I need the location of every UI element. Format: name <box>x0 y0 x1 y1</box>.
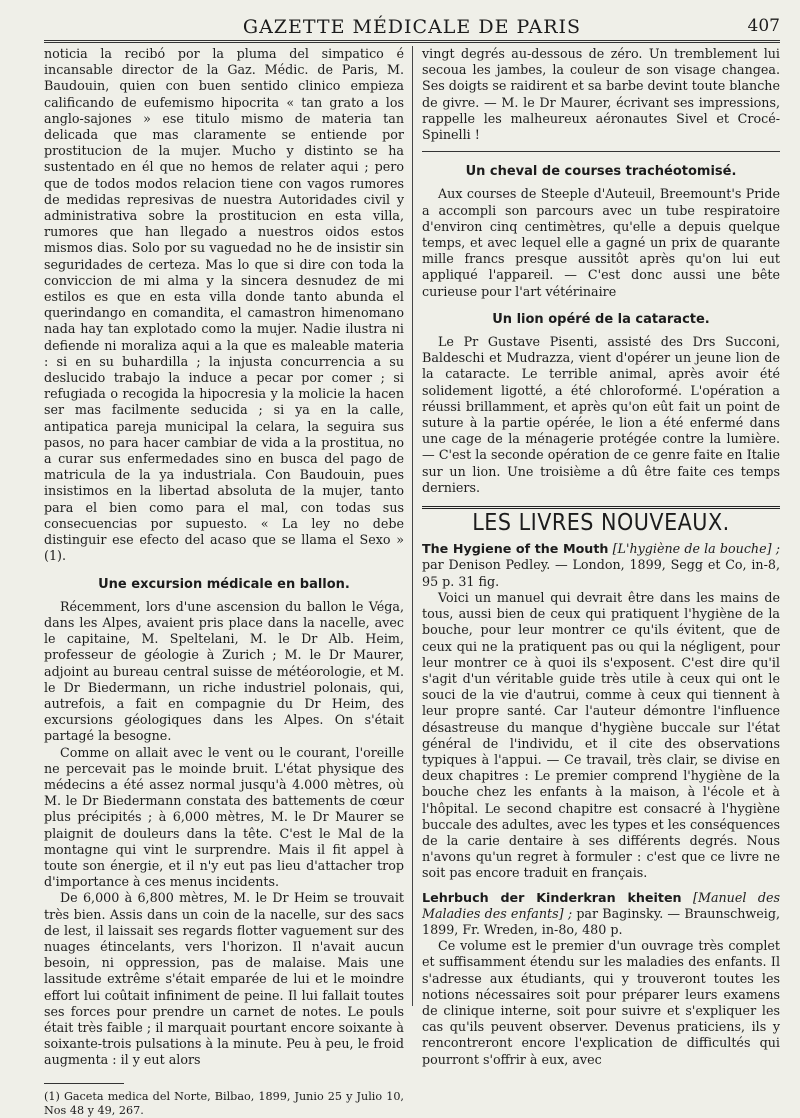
book-1-title: The Hygiene of the Mouth <box>422 541 609 557</box>
book-2-title: Lehrbuch der Kinderkran kheiten <box>422 889 682 905</box>
spanish-article-paragraph: noticia la recibó por la pluma del simpatico é incansable director de la Gaz. Médic. de Paris, M. Baudouin, quien con buen sentido clinico empieza calificando de eufemismo hipocrita « tan grato a los anglo-sajones » ese titulo mismo de materia tan delicada que mas claramente se entiende por prostitucion de la mujer. Mucho y distinto se ha sustentado en él que no hemos de relater aqui ; pero que de todos modos relacion tiene con vagos rumores de medidas represivas de nuestra Autoridades civil y administrativa sobre la prostitucion en esta villa, rumores que han llegado a nuestros oidos estos mismos dias. Solo por su vaguedad no he de insistir sin seguridades de certeza. Mas lo que si dire con toda la conviccion de mi alma y la sincera desnudez de mi estilos es que en esta villa donde tanto abunda el querindango en comandita, el camastron himenomano nada hay tan explotado como la mujer. Nadie ilustra ni defiende ni moraliza aqui a la que es maleable materia : si en su buhardilla ; la injusta concurrencia a su deslucido trabajo la induce a pecar por comer ; si refugiada o recogida la hipocresia y la molicie la hacen ser mas facilmente seducida ; si ya en la calle, antipatica pareja municipal la celara, la seguira sus pasos, no para hacer cambiar de vida a la prostitua, no a curar sus enfermedades sino en busca del pago de matricula de la ya industriala. Con Baudouin, pues insistimos en la libertad absoluta de la mujer, tanto para el bien como para el mal, con todas sus consecuencias por supuesto. « La ley no debe distinguir ese efecto del acaso que se llama el Sexo » (1). <box>44 46 404 564</box>
running-title: GAZETTE MÉDICALE DE PARIS <box>242 16 582 38</box>
excursion-paragraph-2: Comme on allait avec le vent ou le courant, l'oreille ne percevait pas le moinde bruit. L'état physique des médecins a été assez normal jusqu'à 4.000 mètres, où M. le Dr Biedermann constata des battements de cœur plus précipités ; à 6,000 mètres, M. le Dr Maurer se plaignit de douleurs dans la tête. C'est le Mal de la montagne qui vint le surprendre. Mais il fit appel à toute son énergie, et il n'y eut pas lieu d'attacher trop d'importance à ces menus incidents. <box>44 744 404 890</box>
book-1-title-translation: [L'hygiène de la bouche] ; <box>612 541 780 557</box>
book-2-title-translation: [Manuel des Maladies des enfants] ; <box>422 889 780 921</box>
header-rule <box>44 40 780 43</box>
lion-paragraph: Le Pr Gustave Pisenti, assisté des Drs Succoni, Baldeschi et Mudrazza, vient d'opérer un jeune lion de la cataracte. Le terrible animal, après avoir été solidement ligotté, a été chloroformé. L'opération a réussi brillamment, et après qu'on eût fait un point de suture à la partie opérée, le lion a été enfermé dans une cage de la ménagerie protégée contre la lumière. — C'est la seconde opération de ce genre faite en Italie sur un lion. Une troisième a dû être faite ces temps derniers. <box>422 334 780 495</box>
book-1-citation: par Denison Pedley. — London, 1899, Segg et Co, in-8, 95 p. 31 fig. <box>422 557 780 589</box>
footnote-rule <box>44 1083 124 1084</box>
book-entry-1 <box>422 541 780 590</box>
books-section-rule <box>422 506 780 509</box>
book-2-review: Ce volume est le premier d'un ouvrage très complet et suffisamment étendu sur les maladies des enfants. Il s'adresse aux étudiants, qui y trouveront toutes les notions nécessaires soit pour préparer leurs examens de clinique interne, soit pour suivre et s'expliquer les cas qu'ils peuvent observer. Devenus praticiens, ils y rencontreront encore l'explication de difficultés qui pourront s'offrir à eux, avec <box>422 938 780 1067</box>
footnote: (1) Gaceta medica del Norte, Bilbao, 1899, Junio 25 y Julio 10, Nos 48 y 49, 267. <box>44 1089 404 1117</box>
section-rule <box>422 151 780 152</box>
excursion-paragraph-3: De 6,000 à 6,800 mètres, M. le Dr Heim se trouvait très bien. Assis dans un coin de la nacelle, sur des sacs de lest, il laissait ses regards flotter vaguement sur des nuages étincelants, vers l'horizon. Il n'avait aucun besoin, ni oppression, pas de malaise. Mais une lassitude extrême s'était emparée de lui et le moindre effort lui coûtait infiniment de peine. Il lui fallait toutes ses forces pour prendre un carnet de notes. Le pouls était très faible ; il marquait pourtant encore soixante à soixante-trois pulsations à la minute. Peu à peu, le froid augmenta : il y eut alors <box>44 890 404 1068</box>
cheval-paragraph: Aux courses de Steeple d'Auteuil, Breemount's Pride a accompli son parcours avec un tube respiratoire d'environ cinq centimètres, qu'elle a depuis quelque temps, et avec lequel elle a gagné un prix de quarante mille francs presque aussitôt après qu'on lui eut appliqué l'appareil. — C'est donc aussi une bête curieuse pour l'art vétérinaire <box>422 186 780 299</box>
page-header <box>44 10 780 40</box>
lion-headline: Un lion opéré de la cataracte. <box>492 311 710 327</box>
book-1-review: Voici un manuel qui devrait être dans les mains de tous, aussi bien de ceux qui pratiquent l'hygiène de la bouche, pour leur montrer ce qu'ils évitent, que de ceux qui ne la pratiquent pas ou qui la négligent, pour leur montrer ce à quoi ils s'exposent. C'est dire qu'il s'agit d'un véritable guide très utile à ceux qui ont le souci de la vie d'autrui, comme à ceux qui tiennent à leur propre santé. Car l'auteur démontre l'influence désastreuse du manque d'hygiène buccale sur l'état général de l'individu, et il cite des observations typiques à l'appui. — Ce travail, très clair, se divise en deux chapitres : Le premier comprend l'hygiène de la bouche chez les enfants à la maison, à l'école et à l'hôpital. Le second chapitre est consacré à l'hygiène buccale des adultes, avec les types et les conséquences de la carie dentaire à ses différents degrés. Nous n'avons qu'un regret à formuler : c'est que ce livre ne soit pas encore traduit en français. <box>422 589 780 881</box>
excursion-paragraph-1: Récemment, lors d'une ascension du ballon le Véga, dans les Alpes, avaient pris place dans la nacelle, avec le capitaine, M. Speltelani, M. le Dr Alb. Heim, professeur de géologie à Zurich ; M. le Dr Maurer, adjoint au bureau central suisse de météorologie, et M. le Dr Biedermann, un riche industriel polonais, qui, autrefois, a fait en compagnie du Dr Heim, des excursions géologiques dans les Alpes. On s'était partagé la besogne. <box>44 598 404 744</box>
cheval-headline: Un cheval de courses trachéotomisé. <box>465 164 737 180</box>
left-column <box>44 46 404 1117</box>
book-2-citation: par Baginsky. — Braunschweig, 1899, Fr. Wreden, in-8o, 480 p. <box>422 905 780 937</box>
excursion-headline: Une excursion médicale en ballon. <box>98 576 350 592</box>
excursion-continued: vingt degrés au-dessous de zéro. Un tremblement lui secoua les jambes, la couleur de son visage changea. Ses doigts se raidirent et sa barbe devint toute blanche de givre. — M. le Dr Maurer, écrivant ses impressions, rappelle les malheureux aéronautes Sivel et Crocé-Spinelli ! <box>422 46 780 143</box>
books-section-title: LES LIVRES NOUVEAUX. <box>472 510 730 537</box>
book-entry-2 <box>422 890 780 939</box>
column-divider <box>412 46 413 1006</box>
page-number: 407 <box>747 16 780 36</box>
right-column <box>422 46 780 1067</box>
